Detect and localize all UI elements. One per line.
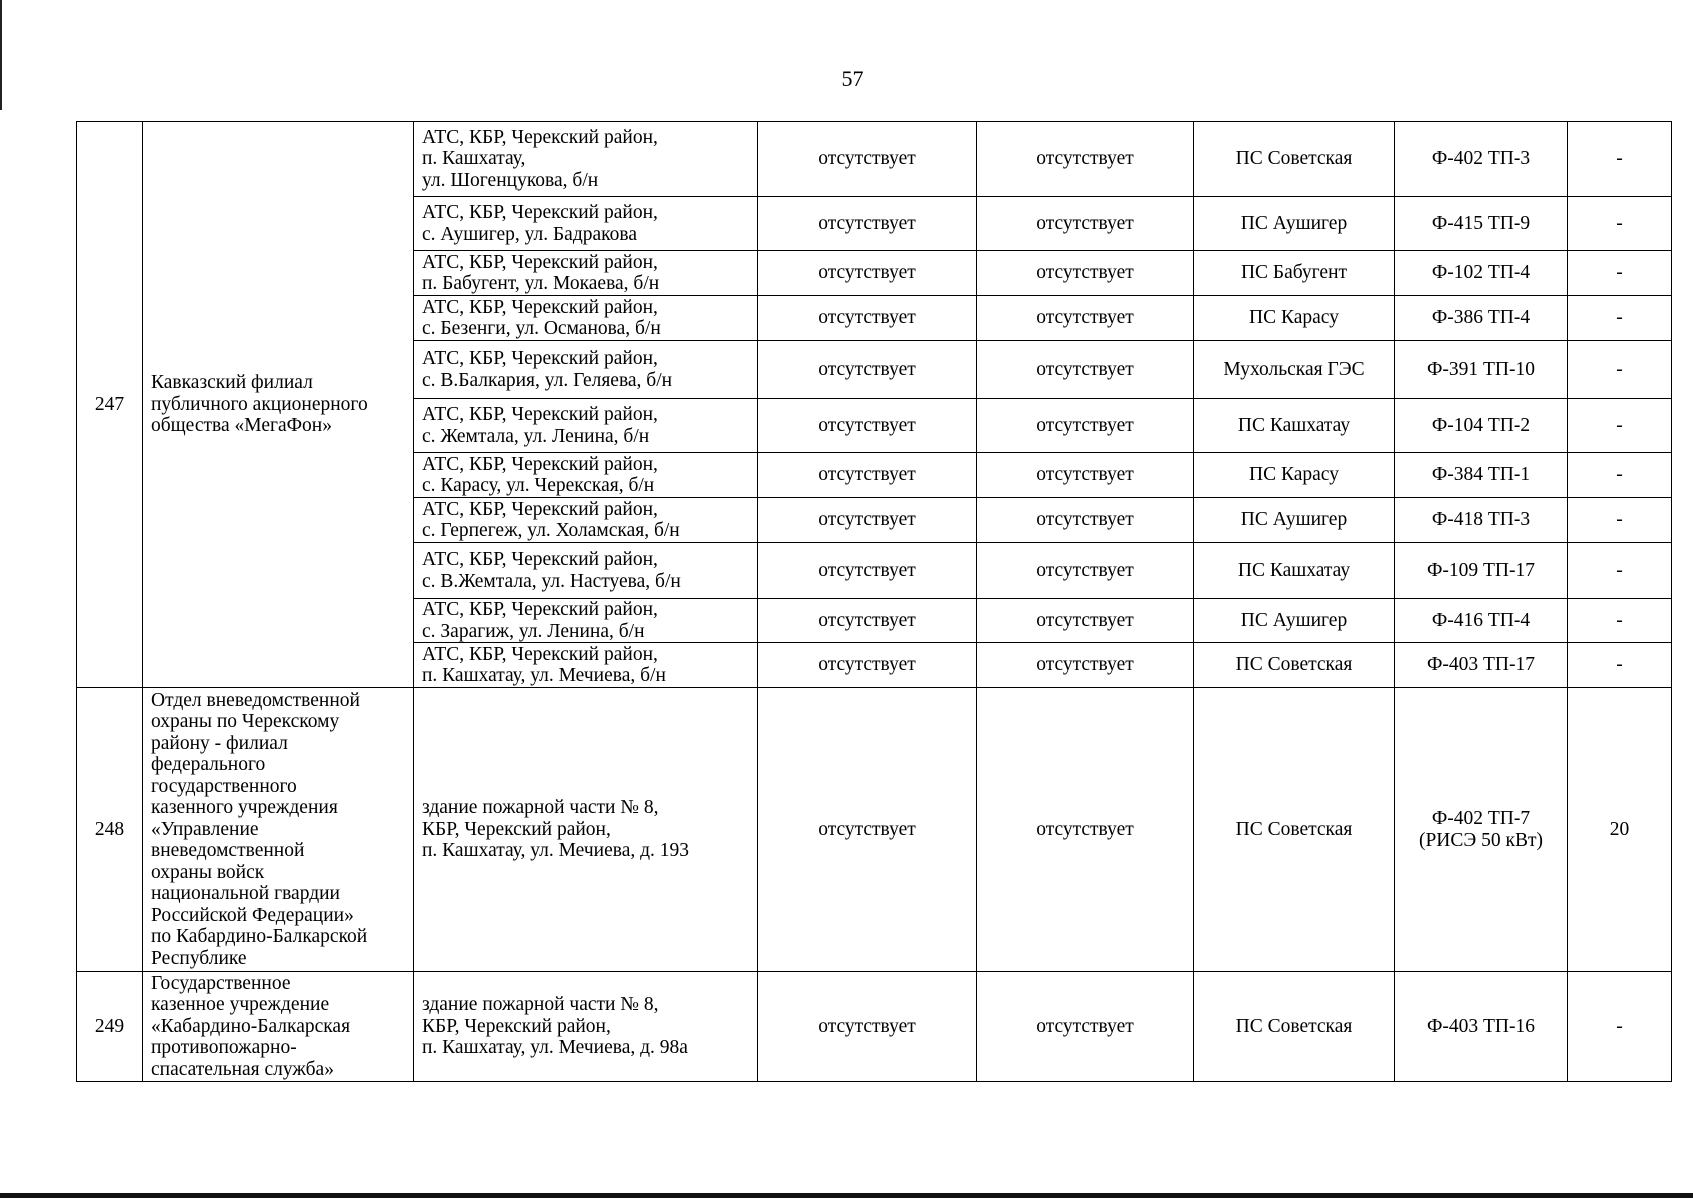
feeder-name: Ф-415 ТП-9 [1395,197,1568,251]
substation-name: ПС Советская [1194,688,1395,972]
feeder-name: Ф-102 ТП-4 [1395,251,1568,296]
status-cell: отсутствует [977,498,1194,543]
status-cell: отсутствует [977,643,1194,688]
status-cell: отсутствует [977,453,1194,498]
object-address: АТС, КБР, Черекский район, п. Кашхатау, ул. Мечиева, б/н [414,643,758,688]
table-row [77,122,1672,197]
substation-name: ПС Кашхатау [1194,543,1395,599]
object-address: АТС, КБР, Черекский район, с. Безенги, ул. Османова, б/н [414,296,758,341]
value-cell: - [1568,341,1672,399]
substation-name: ПС Аушигер [1194,197,1395,251]
organization-name: Отдел вневедомственной охраны по Черекскому району - филиал федерального государственного казенного учреждения «Управление вневедомственной охраны войск национальной гвардии Российской Федерации» по Кабардино-Балкарской Республике [143,688,414,972]
row-number: 247 [77,122,143,688]
value-cell: - [1568,122,1672,197]
status-cell: отсутствует [977,543,1194,599]
organization-name: Кавказский филиал публичного акционерного общества «МегаФон» [143,122,414,688]
feeder-name: Ф-418 ТП-3 [1395,498,1568,543]
status-cell: отсутствует [977,688,1194,972]
substation-name: Мухольская ГЭС [1194,341,1395,399]
value-cell: - [1568,972,1672,1082]
value-cell: - [1568,197,1672,251]
object-address: АТС, КБР, Черекский район, п. Кашхатау, ул. Шогенцукова, б/н [414,122,758,197]
status-cell: отсутствует [758,197,977,251]
status-cell: отсутствует [977,341,1194,399]
object-address: АТС, КБР, Черекский район, с. Жемтала, ул. Ленина, б/н [414,399,758,453]
feeder-name: Ф-386 ТП-4 [1395,296,1568,341]
substation-name: ПС Бабугент [1194,251,1395,296]
status-cell: отсутствует [977,399,1194,453]
row-number: 248 [77,688,143,972]
table-row [77,972,1672,1082]
status-cell: отсутствует [977,296,1194,341]
substation-name: ПС Советская [1194,643,1395,688]
feeder-name: Ф-403 ТП-17 [1395,643,1568,688]
substation-name: ПС Аушигер [1194,599,1395,643]
object-address: АТС, КБР, Черекский район, с. Карасу, ул. Черекская, б/н [414,453,758,498]
value-cell: 20 [1568,688,1672,972]
object-address: АТС, КБР, Черекский район, п. Бабугент, ул. Мокаева, б/н [414,251,758,296]
page-number: 57 [841,66,864,91]
feeder-name: Ф-402 ТП-7 (РИСЭ 50 кВт) [1395,688,1568,972]
status-cell: отсутствует [758,643,977,688]
value-cell: - [1568,643,1672,688]
feeder-name: Ф-391 ТП-10 [1395,341,1568,399]
substation-name: ПС Карасу [1194,453,1395,498]
status-cell: отсутствует [977,122,1194,197]
substation-name: ПС Карасу [1194,296,1395,341]
value-cell: - [1568,296,1672,341]
status-cell: отсутствует [758,296,977,341]
value-cell: - [1568,498,1672,543]
status-cell: отсутствует [977,197,1194,251]
value-cell: - [1568,453,1672,498]
substation-name: ПС Кашхатау [1194,399,1395,453]
status-cell: отсутствует [758,599,977,643]
value-cell: - [1568,399,1672,453]
feeder-name: Ф-109 ТП-17 [1395,543,1568,599]
organization-name: Государственное казенное учреждение «Кабардино-Балкарская противопожарно- спасательная служба» [143,972,414,1082]
status-cell: отсутствует [758,688,977,972]
feeder-name: Ф-104 ТП-2 [1395,399,1568,453]
status-cell: отсутствует [977,251,1194,296]
feeder-name: Ф-403 ТП-16 [1395,972,1568,1082]
object-address: АТС, КБР, Черекский район, с. В.Балкария, ул. Геляева, б/н [414,341,758,399]
data-table [76,121,1672,1082]
status-cell: отсутствует [758,498,977,543]
value-cell: - [1568,599,1672,643]
substation-name: ПС Аушигер [1194,498,1395,543]
substation-name: ПС Советская [1194,972,1395,1082]
status-cell: отсутствует [758,341,977,399]
table-row [77,688,1672,972]
row-number: 249 [77,972,143,1082]
object-address: АТС, КБР, Черекский район, с. Зарагиж, ул. Ленина, б/н [414,599,758,643]
status-cell: отсутствует [758,972,977,1082]
value-cell: - [1568,543,1672,599]
object-address: АТС, КБР, Черекский район, с. Герпегеж, ул. Холамская, б/н [414,498,758,543]
object-address: АТС, КБР, Черекский район, с. В.Жемтала, ул. Настуева, б/н [414,543,758,599]
scan-bottom-edge [0,1193,1693,1198]
feeder-name: Ф-384 ТП-1 [1395,453,1568,498]
object-address: здание пожарной части № 8, КБР, Черекский район, п. Кашхатау, ул. Мечиева, д. 98а [414,972,758,1082]
status-cell: отсутствует [758,453,977,498]
status-cell: отсутствует [977,972,1194,1082]
status-cell: отсутствует [758,399,977,453]
status-cell: отсутствует [758,251,977,296]
status-cell: отсутствует [977,599,1194,643]
value-cell: - [1568,251,1672,296]
object-address: АТС, КБР, Черекский район, с. Аушигер, ул. Бадракова [414,197,758,251]
object-address: здание пожарной части № 8, КБР, Черекский район, п. Кашхатау, ул. Мечиева, д. 193 [414,688,758,972]
scan-edge-mark [0,0,2,110]
feeder-name: Ф-416 ТП-4 [1395,599,1568,643]
feeder-name: Ф-402 ТП-3 [1395,122,1568,197]
substation-name: ПС Советская [1194,122,1395,197]
status-cell: отсутствует [758,122,977,197]
status-cell: отсутствует [758,543,977,599]
